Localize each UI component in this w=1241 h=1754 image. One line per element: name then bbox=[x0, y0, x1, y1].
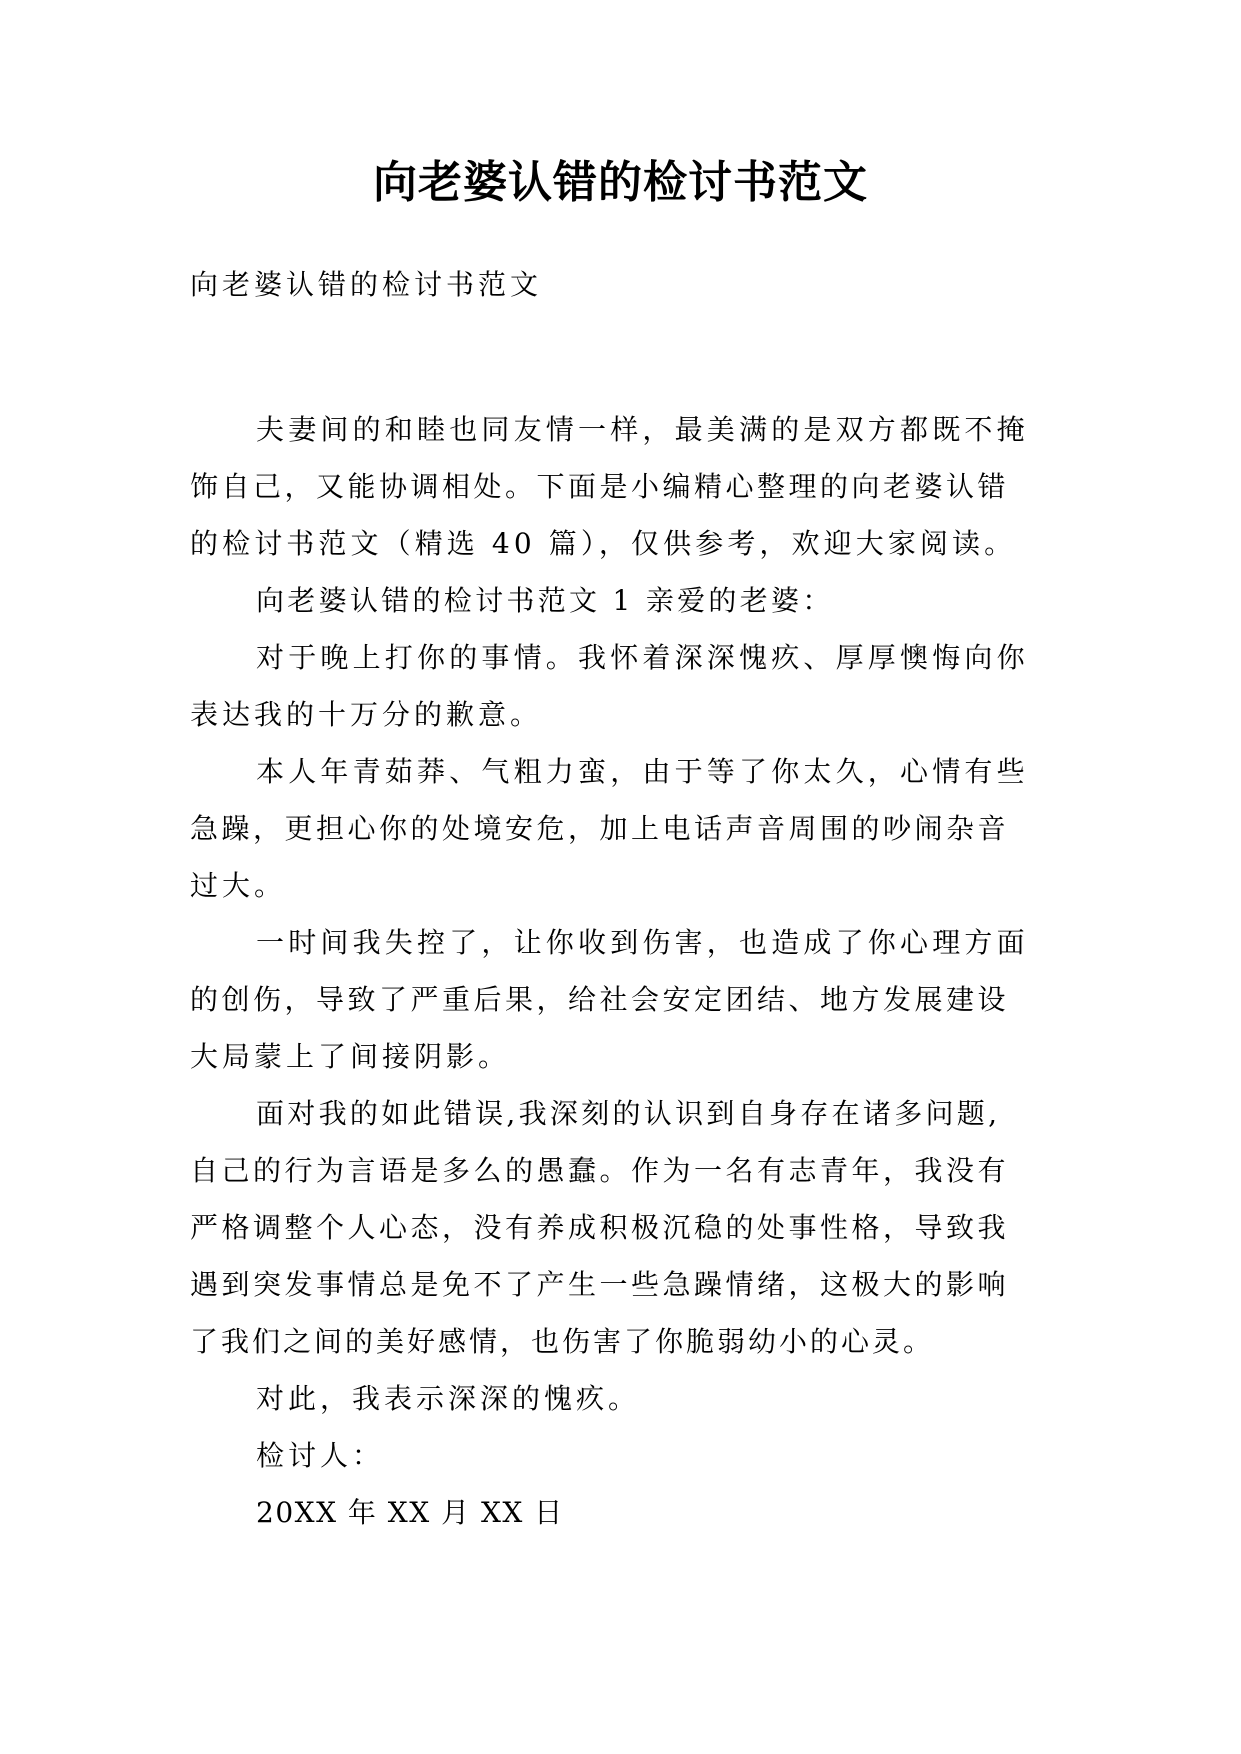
body-text-line: 夫妻间的和睦也同友情一样，最美满的是双方都既不掩 bbox=[256, 413, 1029, 446]
document-subtitle: 向老婆认错的检讨书范文 bbox=[190, 268, 543, 301]
body-text-line: 饰自己，又能协调相处。下面是小编精心整理的向老婆认错 bbox=[190, 470, 1010, 503]
body-text-line: 对此，我表示深深的愧疚。 bbox=[256, 1382, 641, 1415]
document-title: 向老婆认错的检讨书范文 bbox=[373, 157, 868, 208]
body-text-line: 本人年青茹莽、气粗力蛮，由于等了你太久，心情有些 bbox=[256, 755, 1029, 788]
body-text-line: 严格调整个人心态，没有养成积极沉稳的处事性格，导致我 bbox=[190, 1211, 1010, 1244]
body-text-line: 一时间我失控了，让你收到伤害，也造成了你心理方面 bbox=[256, 926, 1029, 959]
body-text-line: 过大。 bbox=[190, 869, 287, 902]
body-text-line: 对于晚上打你的事情。我怀着深深愧疚、厚厚懊悔向你 bbox=[256, 641, 1029, 674]
body-text-line: 检讨人： bbox=[256, 1439, 385, 1472]
body-text-line: 急躁，更担心你的处境安危，加上电话声音周围的吵闹杂音 bbox=[190, 812, 1010, 845]
body-text-line: 自己的行为言语是多么的愚蠢。作为一名有志青年，我没有 bbox=[190, 1154, 1010, 1187]
body-text-line: 20XX 年 XX 月 XX 日 bbox=[256, 1496, 564, 1529]
document-body bbox=[190, 401, 1058, 1541]
body-text-line: 的检讨书范文（精选 40 篇），仅供参考，欢迎大家阅读。 bbox=[190, 527, 1017, 560]
body-text-line: 的创伤，导致了严重后果，给社会安定团结、地方发展建设 bbox=[190, 983, 1010, 1016]
body-text-line: 向老婆认错的检讨书范文 1 亲爱的老婆： bbox=[256, 584, 834, 617]
body-text-line: 大局蒙上了间接阴影。 bbox=[190, 1040, 511, 1073]
body-text-line: 了我们之间的美好感情，也伤害了你脆弱幼小的心灵。 bbox=[190, 1325, 935, 1358]
body-text-line: 遇到突发事情总是免不了产生一些急躁情绪，这极大的影响 bbox=[190, 1268, 1010, 1301]
body-text-line: 表达我的十万分的歉意。 bbox=[190, 698, 543, 731]
body-text-line: 面对我的如此错误,我深刻的认识到自身存在诸多问题, bbox=[256, 1097, 1001, 1130]
